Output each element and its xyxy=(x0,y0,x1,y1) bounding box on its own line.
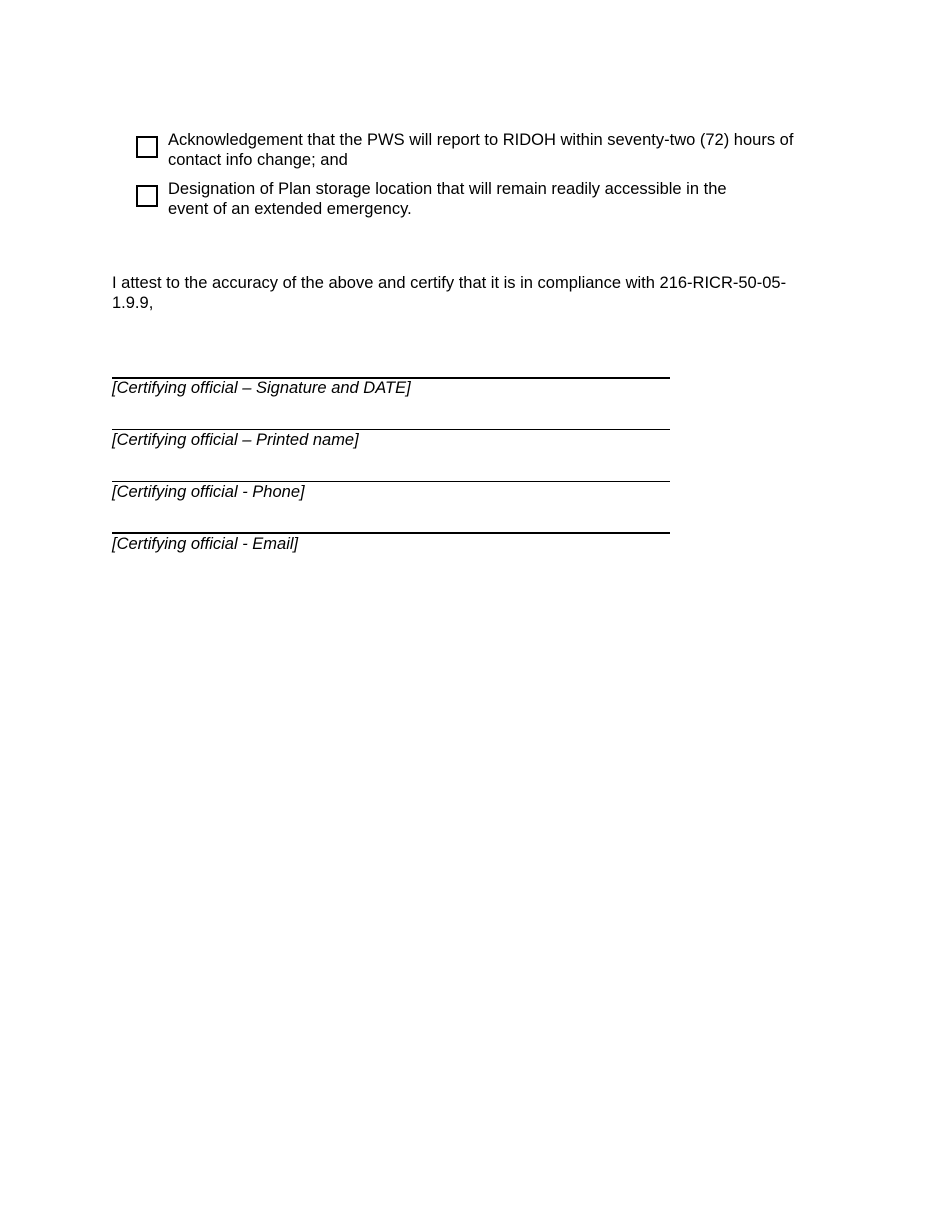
checkbox-contact-change[interactable] xyxy=(136,136,158,158)
signature-date-caption: [Certifying official – Signature and DATE] xyxy=(112,379,411,397)
checklist-text-line: Designation of Plan storage location that will remain readily accessible in the xyxy=(168,180,727,198)
checkbox-plan-storage[interactable] xyxy=(136,185,158,207)
checklist-text-line: contact info change; and xyxy=(168,151,348,169)
attestation-line: I attest to the accuracy of the above and certify that it is in compliance with 216-RICR-50-05- xyxy=(112,274,787,292)
attestation-line: 1.9.9, xyxy=(112,294,154,312)
checklist-text-line: Acknowledgement that the PWS will report to RIDOH within seventy-two (72) hours of xyxy=(168,131,794,149)
checklist-text xyxy=(168,179,727,219)
checklist-text xyxy=(168,130,793,170)
printed-name-caption: [Certifying official – Printed name] xyxy=(112,431,359,449)
email-caption: [Certifying official - Email] xyxy=(112,535,299,553)
attestation-statement xyxy=(112,273,786,313)
phone-caption: [Certifying official - Phone] xyxy=(112,483,305,501)
checklist-text-line: event of an extended emergency. xyxy=(168,200,412,218)
